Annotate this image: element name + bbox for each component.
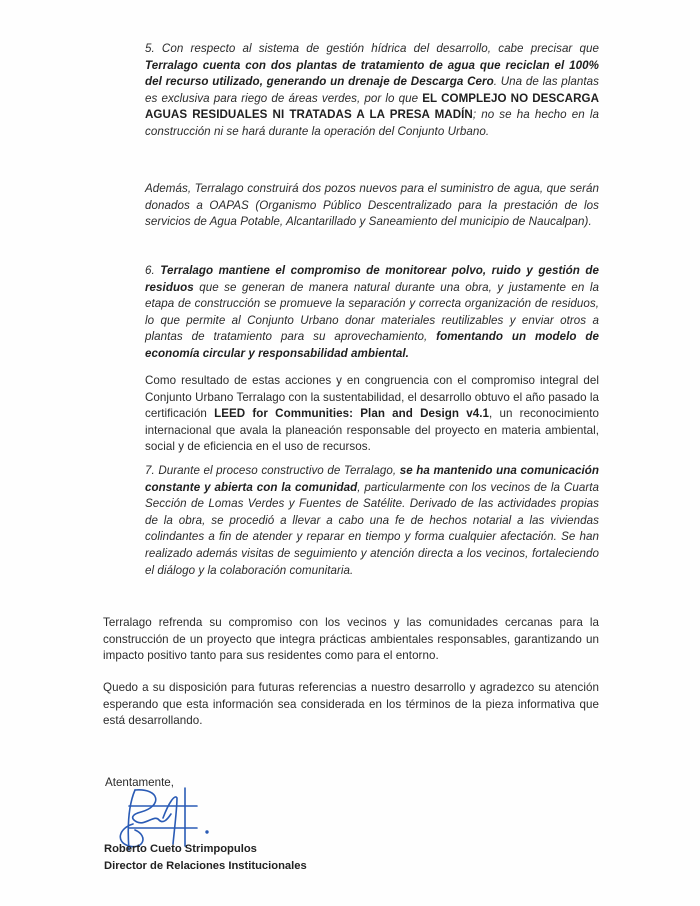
signatory-name: Roberto Cueto Strimpopulos bbox=[104, 843, 257, 855]
section-7-paragraph: 7. Durante el proceso constructivo de Terralago, se ha mantenido una comunicación constante y abierta con la comunidad, particularmente con los vecinos de la Cuarta Sección de Lomas Verdes y Fuentes de Satélite. Derivado de las actividades propias de la obra, se procedió a llevar a cabo una fe de hechos notarial a las viviendas colindantes a fin de atender y reparar en tiempo y forma cualquier afectación. Se han realizado además visitas de seguimiento y atención directa a los vecinos, fortaleciendo el diálogo y la colaboración comunitaria. bbox=[145, 464, 600, 577]
closing-paragraph-commitment: Terralago refrenda su compromiso con los vecinos y las comunidades cercanas para la construcción de un proyecto que integra prácticas ambientales responsables, garantizando un impacto positivo tanto para sus residentes como para el entorno. bbox=[103, 616, 599, 663]
signatory-title: Director de Relaciones Institucionales bbox=[104, 860, 307, 872]
emphasis-text: EL COMPLEJO NO DESCARGA AGUAS RESIDUALES NI TRATADAS A LA PRESA MADÍN bbox=[145, 91, 600, 122]
certification-name: LEED for Communities: Plan and Design v4.1 bbox=[214, 407, 490, 421]
closing-paragraph-availability: Quedo a su disposición para futuras referencias a nuestro desarrollo y agradezco su atención esperando que esta información sea considerada en los términos de la pieza informativa que está desarrollando. bbox=[103, 681, 599, 728]
signature-strokes bbox=[120, 788, 208, 850]
section-number: 6. bbox=[145, 264, 161, 277]
emphasis-text: se ha mantenido una comunicación constante y abierta con la comunidad bbox=[145, 464, 599, 494]
section-5-paragraph: 5. Con respecto al sistema de gestión hídrica del desarrollo, cabe precisar que Terralago cuenta con dos plantas de tratamiento de agua que reciclan el 100% del recurso utilizado, generando un drenaje de Descarga Cero. Una de las plantas es exclusiva para riego de áreas verdes, por lo que EL COMPLEJO NO DESCARGA AGUAS RESIDUALES NI TRATADAS A LA PRESA MADÍN; no se ha hecho en la construcción ni se hará durante la operación del Conjunto Urbano. bbox=[145, 42, 600, 138]
closing-greeting: Atentamente, bbox=[105, 776, 174, 789]
emphasis-text: Terralago mantiene el compromiso de monitorear polvo, ruido y gestión de residuos bbox=[145, 264, 599, 294]
emphasis-text: Terralago cuenta con dos plantas de tratamiento de agua que reciclan el 100% del recurso utilizado, generando un drenaje de Descarga Cero bbox=[145, 58, 599, 89]
section-number: 5. bbox=[145, 42, 155, 55]
section-6-paragraph: 6. Terralago mantiene el compromiso de monitorear polvo, ruido y gestión de residuos que se generan de manera natural durante una obra, y justamente en la etapa de construcción se promueve la separación y correcta organización de residuos, lo que permite al Conjunto Urbano donar materiales reutilizables y enviar otros a plantas de tratamiento para su aprovechamiento, fomentando un modelo de economía circular y responsabilidad ambiental. bbox=[145, 264, 599, 360]
section-5-continued-paragraph: Además, Terralago construirá dos pozos nuevos para el suministro de agua, que serán donados a OAPAS (Organismo Público Descentralizado para la prestación de los servicios de Agua Potable, Alcantarillado y Saneamiento del municipio de Naucalpan). bbox=[145, 182, 599, 229]
section-number: 7. bbox=[145, 464, 155, 477]
leed-certification-paragraph: Como resultado de estas acciones y en congruencia con el compromiso integral del Conjunto Urbano Terralago con la sustentabilidad, el desarrollo obtuvo el año pasado la certificación LEED for Communities: Plan and Design v4.1, un reconocimiento internacional que avala la planeación responsable del proyecto en materia ambiental, social y de eficiencia en el uso de recursos. bbox=[145, 374, 600, 454]
emphasis-text: fomentando un modelo de economía circular y responsabilidad ambiental. bbox=[145, 330, 599, 360]
